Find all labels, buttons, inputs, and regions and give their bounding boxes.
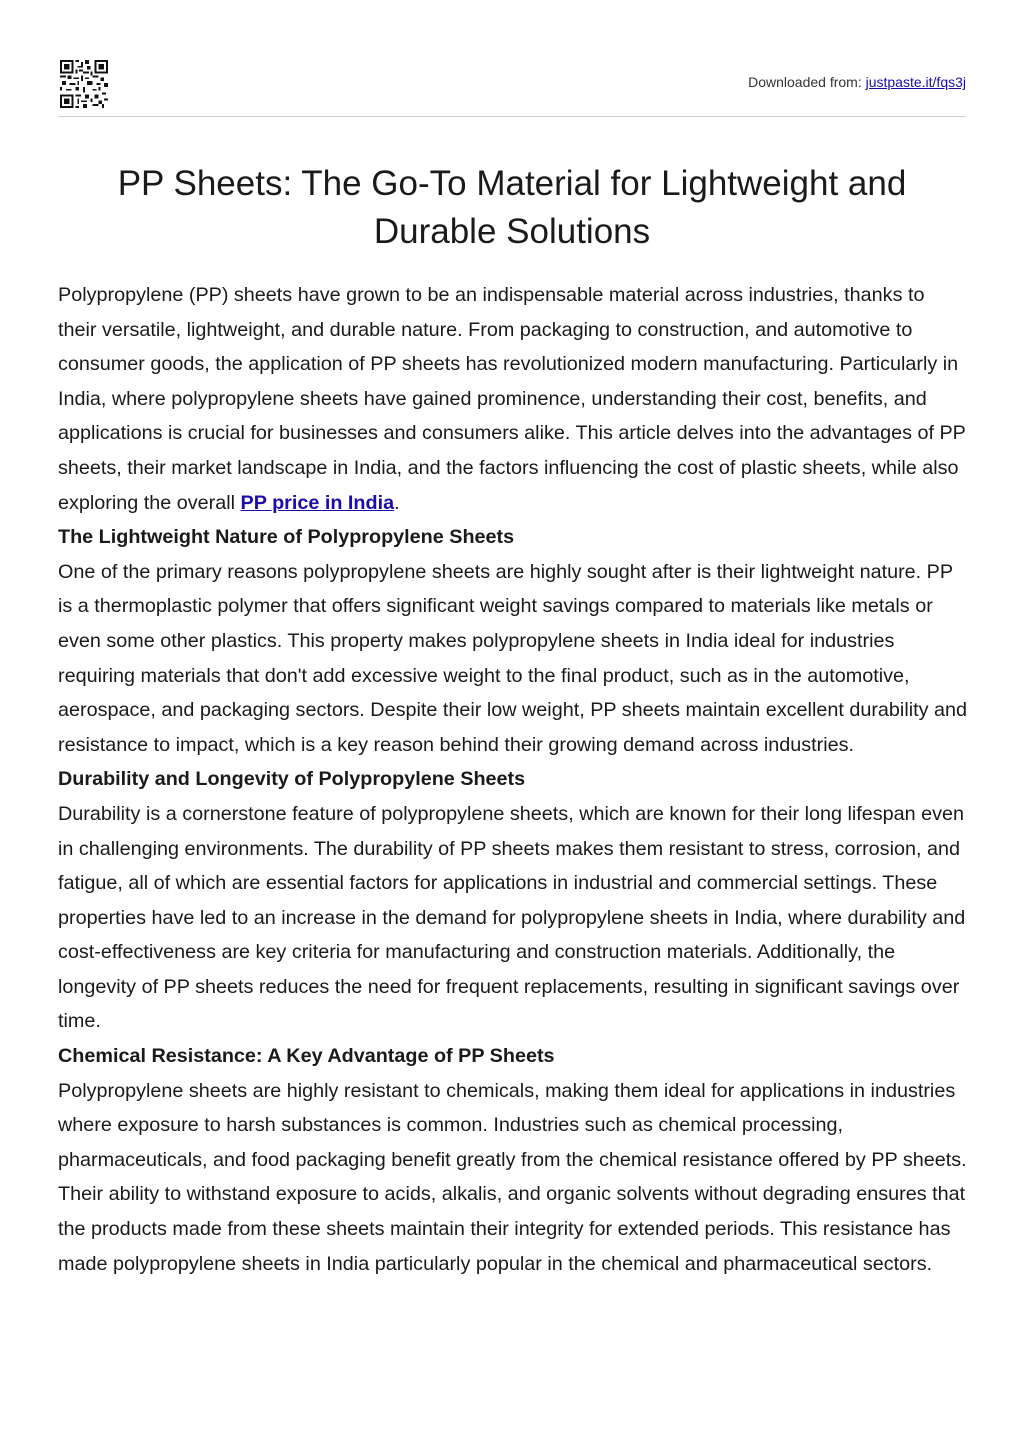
intro-text: Polypropylene (PP) sheets have grown to be an indispensable material across industries, thanks to their versatile, lightweight, and durable nature. From packaging to construction, and automotive to consumer goods, the application of PP sheets has revolutionized modern manufacturing. Particularly in India, where polypropylene sheets have gained prominence, understanding their cost, benefits, and applications is crucial for businesses and consumers alike. This article delves into the advantages of PP sheets, their market landscape in India, and the factors influencing the cost of plastic sheets, while also exploring the overall	[58, 284, 966, 514]
download-source	[748, 74, 966, 90]
article-body	[58, 278, 968, 1281]
section-body-durability: Durability is a cornerstone feature of polypropylene sheets, which are known for their long lifespan even in challenging environments. The durability of PP sheets makes them resistant to stress, corrosion, and fatigue, all of which are essential factors for applications in industrial and commercial settings. These properties have led to an increase in the demand for polypropylene sheets in India, where durability and cost-effectiveness are key criteria for manufacturing and construction materials. Additionally, the longevity of PP sheets reduces the need for frequent replacements, resulting in significant savings over time.	[58, 802, 966, 1033]
section-heading-lightweight: The Lightweight Nature of Polypropylene Sheets	[58, 526, 515, 549]
intro-end: .	[394, 491, 400, 514]
source-link[interactable]: justpaste.it/fqs3j	[865, 74, 966, 90]
section-body-lightweight: One of the primary reasons polypropylene sheets are highly sought after is their lightweight nature. PP is a thermoplastic polymer that offers significant weight savings compared to materials like metals or even some other plastics. This property makes polypropylene sheets in India ideal for industries requiring materials that don't add excessive weight to the final product, such as in the automotive, aerospace, and packaging sectors. Despite their low weight, PP sheets maintain excellent durability and resistance to impact, which is a key reason behind their growing demand across industries.	[58, 560, 967, 756]
pp-price-link[interactable]: PP price in India	[240, 491, 395, 514]
qr-code-icon	[60, 60, 108, 108]
intro-paragraph	[58, 278, 968, 520]
section-body-chemical: Polypropylene sheets are highly resistant to chemicals, making them ideal for applications in industries where exposure to harsh substances is common. Industries such as chemical processing, pharmaceuticals, and food packaging benefit greatly from the chemical resistance offered by PP sheets. Their ability to withstand exposure to acids, alkalis, and organic solvents without degrading ensures that the products made from these sheets maintain their integrity for extended periods. This resistance has made polypropylene sheets in India particularly popular in the chemical and pharmaceutical sectors.	[58, 1079, 967, 1275]
page-header	[58, 58, 966, 117]
section-heading-chemical: Chemical Resistance: A Key Advantage of PP Sheets	[58, 1045, 555, 1068]
page-title: PP Sheets: The Go-To Material for Lightweight and Durable Solutions	[117, 164, 907, 251]
downloaded-label: Downloaded from:	[748, 74, 866, 90]
section-heading-durability: Durability and Longevity of Polypropylene Sheets	[58, 768, 526, 791]
